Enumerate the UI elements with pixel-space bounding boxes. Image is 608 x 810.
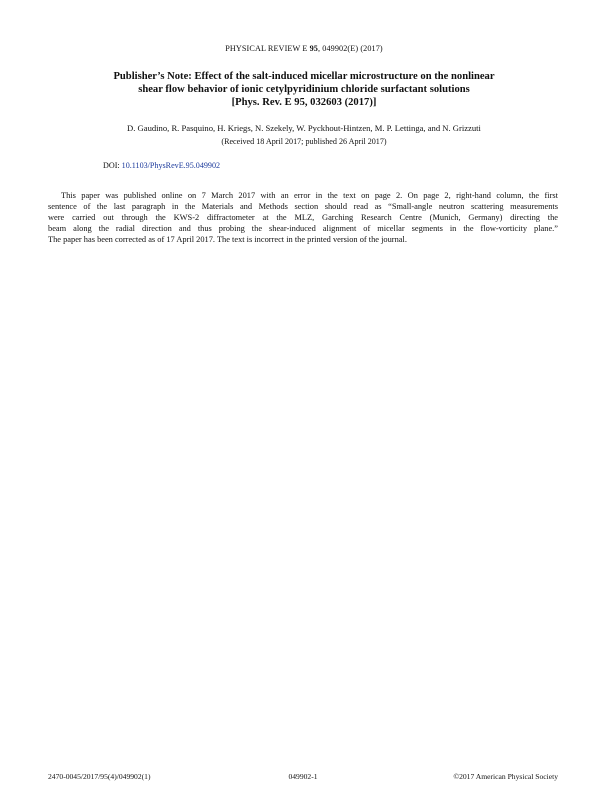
- body-paragraph: [48, 191, 558, 246]
- doi: [103, 161, 220, 170]
- journal-article-id: , 049902(E) (2017): [317, 44, 383, 53]
- journal-volume: 95: [309, 44, 318, 53]
- body-line: were carried out through the KWS-2 diffractometer at the MLZ, Garching Research Centre (Munich, Germany) directing the: [48, 212, 558, 222]
- body-line: sentence of the last paragraph in the Materials and Methods section should read as “Small-angle neutron scattering measurements: [48, 201, 558, 211]
- received-dates: (Received 18 April 2017; published 26 April 2017): [221, 137, 387, 146]
- footer-page-number: 049902-1: [288, 772, 318, 781]
- journal-header: [0, 44, 608, 53]
- journal-name: PHYSICAL REVIEW E: [225, 44, 310, 53]
- article-title: [60, 70, 548, 109]
- doi-link[interactable]: 10.1103/PhysRevE.95.049902: [121, 161, 221, 170]
- title-line-1: Publisher’s Note: Effect of the salt-induced micellar microstructure on the nonlinear: [113, 71, 495, 82]
- body-line: This paper was published online on 7 March 2017 with an error in the text on page 2. On page 2, right-hand column, the first: [61, 191, 558, 200]
- body-line: beam along the radial direction and thus probing the shear-induced alignment of micellar segments in the flow-vorticity plane.”: [48, 223, 558, 233]
- body-line: The paper has been corrected as of 17 April 2017. The text is incorrect in the printed version of the journal.: [48, 234, 407, 244]
- footer-copyright: ©2017 American Physical Society: [453, 772, 558, 781]
- title-line-3: [Phys. Rev. E 95, 032603 (2017)]: [231, 97, 377, 108]
- doi-label: DOI:: [103, 161, 122, 170]
- author-list: D. Gaudino, R. Pasquino, H. Kriegs, N. Szekely, W. Pyckhout-Hintzen, M. P. Lettinga, and N. Grizzuti: [127, 123, 481, 133]
- title-line-2: shear flow behavior of ionic cetylpyridinium chloride surfactant solutions: [138, 84, 470, 95]
- footer-issn: 2470-0045/2017/95(4)/049902(1): [48, 772, 151, 781]
